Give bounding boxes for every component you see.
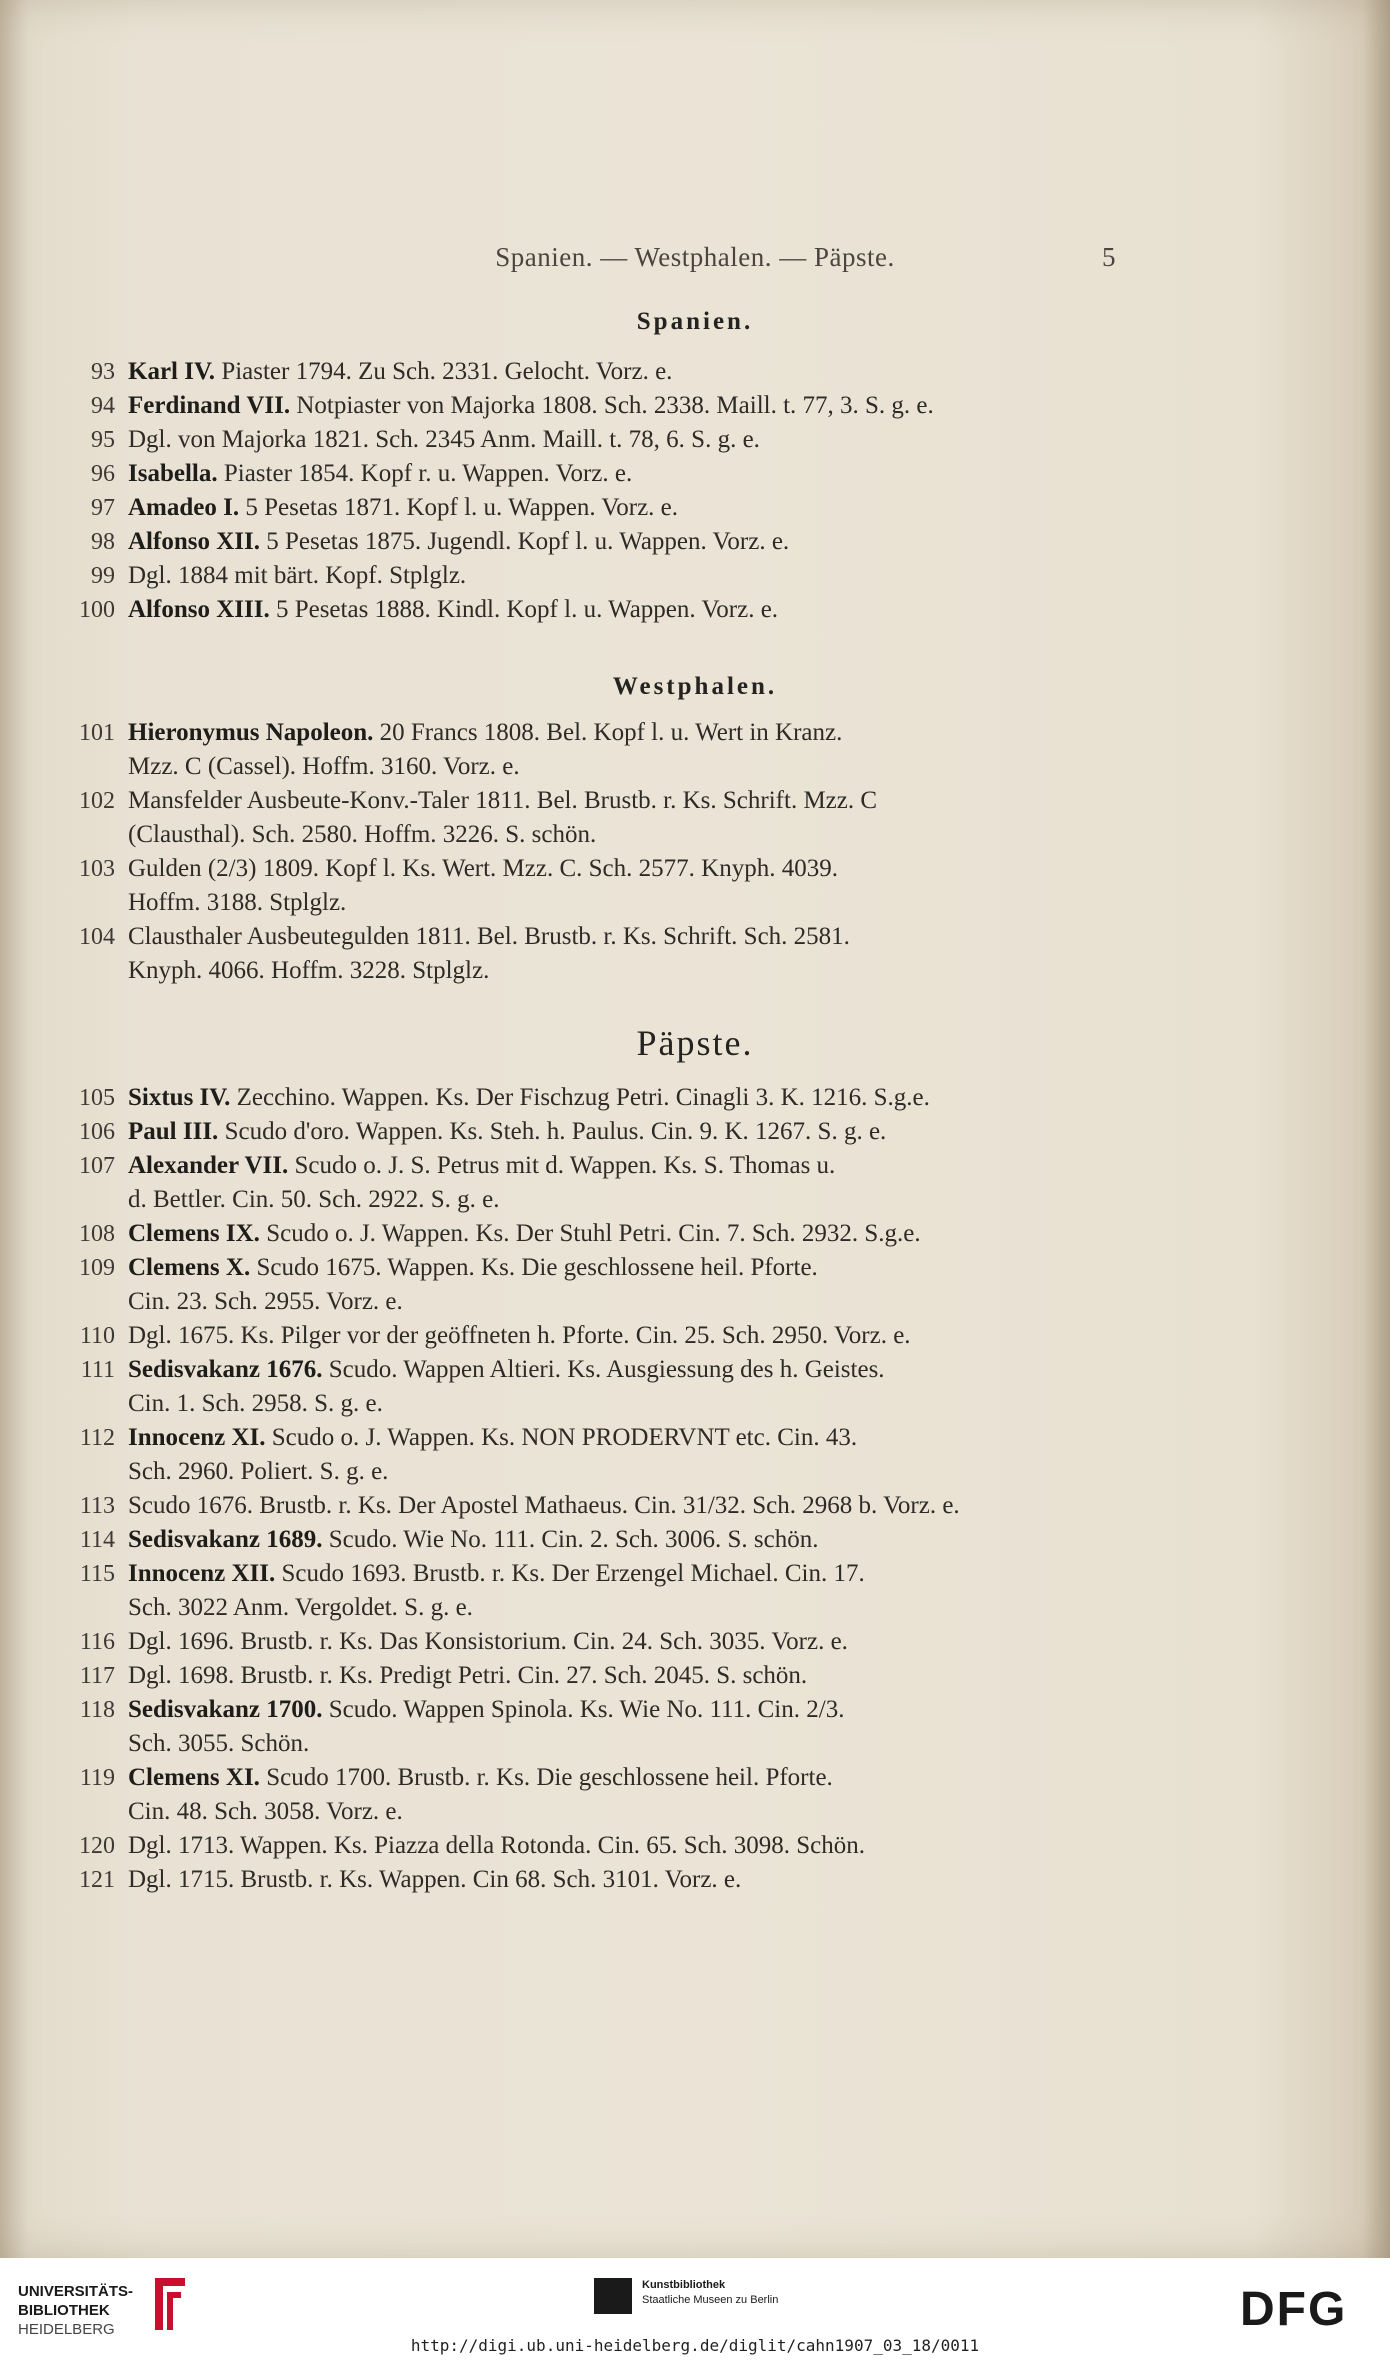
digitization-footer [0, 2258, 1390, 2360]
entry-text: Scudo o. J. Wappen. Ks. NON PRODERVNT etc. Cin. 43. [271, 1424, 858, 1451]
entry-ruler: Sedisvakanz 1676. [128, 1356, 323, 1383]
entry-ruler: Clemens XI. [128, 1764, 260, 1791]
dfg-logo[interactable]: DFG [1240, 2283, 1348, 2336]
entry-continuation: Mzz. C (Cassel). Hoffm. 3160. Vorz. e. [128, 753, 520, 780]
kunstbibliothek-credit[interactable] [642, 2278, 778, 2308]
entry-ruler: Clemens IX. [128, 1220, 260, 1247]
catalog-entry [79, 593, 1130, 627]
entry-text: Dgl. 1713. Wappen. Ks. Piazza della Rotonda. Cin. 65. Sch. 3098. Schön. [128, 1832, 866, 1859]
entry-text: Scudo o. J. S. Petrus mit d. Wappen. Ks. S. Thomas u. [294, 1152, 836, 1179]
catalog-entry [79, 1149, 1130, 1217]
section-title-spanien: Spanien. [636, 308, 754, 335]
entry-ruler: Alfonso XII. [128, 528, 260, 555]
catalog-entry [91, 525, 1130, 559]
entry-text: Dgl. 1715. Brustb. r. Ks. Wappen. Cin 68. Sch. 3101. Vorz. e. [128, 1866, 742, 1893]
entry-number: 107 [79, 1153, 115, 1179]
entry-continuation: Knyph. 4066. Hoffm. 3228. Stplglz. [128, 957, 490, 984]
catalog-entry [79, 852, 1130, 920]
entry-ruler: Karl IV. [128, 358, 216, 385]
entry-number: 95 [91, 427, 115, 453]
entry-text: Piaster 1854. Kopf r. u. Wappen. Vorz. e. [223, 460, 633, 487]
permalink-url[interactable]: http://digi.ub.uni-heidelberg.de/diglit/cahn1907_03_18/0011 [410, 2336, 980, 2355]
entry-text: Clausthaler Ausbeutegulden 1811. Bel. Brustb. r. Ks. Schrift. Sch. 2581. [128, 923, 850, 950]
entry-continuation: (Clausthal). Sch. 2580. Hoffm. 3226. S. schön. [128, 821, 597, 848]
entry-continuation: d. Bettler. Cin. 50. Sch. 2922. S. g. e. [128, 1186, 500, 1213]
entry-number: 106 [79, 1119, 115, 1145]
entry-number: 119 [79, 1765, 115, 1791]
catalog-entry [79, 716, 1130, 784]
entry-text: Dgl. 1696. Brustb. r. Ks. Das Konsistorium. Cin. 24. Sch. 3035. Vorz. e. [128, 1628, 848, 1655]
catalog-entry [91, 355, 1130, 389]
ub-logo-line1: UNIVERSITÄTS- [18, 2283, 134, 2300]
entry-continuation: Cin. 1. Sch. 2958. S. g. e. [128, 1390, 383, 1417]
entry-text: Scudo d'oro. Wappen. Ks. Steh. h. Paulus. Cin. 9. K. 1267. S. g. e. [224, 1118, 887, 1145]
entry-continuation: Cin. 23. Sch. 2955. Vorz. e. [128, 1288, 403, 1315]
catalog-entry [79, 1557, 1130, 1625]
catalog-entry [91, 423, 1130, 457]
entry-number: 101 [79, 720, 115, 746]
entry-ruler: Paul III. [128, 1118, 219, 1145]
entry-text: 20 Francs 1808. Bel. Kopf l. u. Wert in Kranz. [379, 719, 843, 746]
catalog-entry [79, 1081, 1130, 1115]
kb-title: Kunstbibliothek [642, 2279, 726, 2291]
entry-number: 113 [79, 1493, 115, 1519]
ub-logo-line2: BIBLIOTHEK [18, 2302, 110, 2319]
ub-emblem-icon [145, 2274, 191, 2334]
entry-ruler: Clemens X. [128, 1254, 251, 1281]
catalog-entry [79, 1625, 1130, 1659]
entry-number: 104 [79, 924, 115, 950]
catalog-entry [79, 1693, 1130, 1761]
entry-number: 103 [79, 856, 115, 882]
running-head: Spanien. — Westphalen. — Päpste. [495, 242, 895, 272]
catalog-entry [79, 1115, 1130, 1149]
entry-ruler: Alexander VII. [128, 1152, 289, 1179]
catalog-entry [91, 559, 1130, 593]
entry-text: Dgl. 1675. Ks. Pilger vor der geöffneten h. Pforte. Cin. 25. Sch. 2950. Vorz. e. [128, 1322, 911, 1349]
entry-number: 94 [91, 393, 115, 419]
entry-number: 100 [79, 597, 115, 623]
catalog-entry [79, 1761, 1130, 1829]
entry-ruler: Amadeo I. [128, 494, 240, 521]
entry-text: Dgl. von Majorka 1821. Sch. 2345 Anm. Maill. t. 78, 6. S. g. e. [128, 426, 760, 453]
entry-text: Gulden (2/3) 1809. Kopf l. Ks. Wert. Mzz. C. Sch. 2577. Knyph. 4039. [128, 855, 838, 882]
entry-ruler: Sedisvakanz 1700. [128, 1696, 323, 1723]
catalog-entry [80, 1353, 1130, 1421]
entry-text: Zecchino. Wappen. Ks. Der Fischzug Petri. Cinagli 3. K. 1216. S.g.e. [236, 1084, 930, 1111]
entry-ruler: Isabella. [128, 460, 218, 487]
catalog-entry [91, 491, 1130, 525]
entry-ruler: Alfonso XIII. [128, 596, 270, 623]
kunstbibliothek-logo-icon [594, 2278, 632, 2314]
catalog-entry [91, 389, 1130, 423]
entry-ruler: Innocenz XII. [128, 1560, 276, 1587]
entry-number: 97 [91, 495, 115, 521]
entry-text: 5 Pesetas 1875. Jugendl. Kopf l. u. Wappen. Vorz. e. [266, 528, 790, 555]
entry-number: 112 [79, 1425, 115, 1451]
catalog-entry [79, 920, 1130, 988]
entry-text: Scudo. Wappen Altieri. Ks. Ausgiessung des h. Geistes. [328, 1356, 885, 1383]
entry-text: Notpiaster von Majorka 1808. Sch. 2338. Maill. t. 77, 3. S. g. e. [296, 392, 934, 419]
catalog-entry [79, 1523, 1130, 1557]
entry-number: 99 [91, 563, 115, 589]
entry-number: 105 [79, 1085, 115, 1111]
entry-continuation: Hoffm. 3188. Stplglz. [128, 889, 347, 916]
entry-number: 109 [79, 1255, 115, 1281]
page-number: 5 [1102, 242, 1116, 272]
entry-text: Piaster 1794. Zu Sch. 2331. Gelocht. Vorz. e. [221, 358, 673, 385]
entry-number: 98 [91, 529, 115, 555]
entry-ruler: Hieronymus Napoleon. [128, 719, 374, 746]
catalog-entry [79, 1319, 1130, 1353]
catalog-entry [79, 784, 1130, 852]
entry-text: Scudo o. J. Wappen. Ks. Der Stuhl Petri. Cin. 7. Sch. 2932. S.g.e. [266, 1220, 921, 1247]
entry-number: 111 [80, 1357, 115, 1383]
kb-subtitle: Staatliche Museen zu Berlin [642, 2294, 779, 2306]
entry-continuation: Cin. 48. Sch. 3058. Vorz. e. [128, 1798, 403, 1825]
entry-text: Mansfelder Ausbeute-Konv.-Taler 1811. Bel. Brustb. r. Ks. Schrift. Mzz. C [128, 787, 878, 814]
entry-text: Scudo 1675. Wappen. Ks. Die geschlossene heil. Pforte. [256, 1254, 818, 1281]
entry-ruler: Innocenz XI. [128, 1424, 266, 1451]
entry-number: 108 [79, 1221, 115, 1247]
entry-text: Scudo 1693. Brustb. r. Ks. Der Erzengel Michael. Cin. 17. [281, 1560, 865, 1587]
entry-continuation: Sch. 3055. Schön. [128, 1730, 310, 1757]
entry-text: 5 Pesetas 1888. Kindl. Kopf l. u. Wappen. Vorz. e. [275, 596, 779, 623]
catalog-entry [79, 1659, 1130, 1693]
catalog-entry [79, 1217, 1130, 1251]
entry-text: Scudo 1700. Brustb. r. Ks. Die geschlossene heil. Pforte. [266, 1764, 833, 1791]
entry-number: 110 [79, 1323, 115, 1349]
catalog-entry [79, 1863, 1130, 1897]
entry-text: Scudo. Wappen Spinola. Ks. Wie No. 111. Cin. 2/3. [328, 1696, 845, 1723]
entry-number: 102 [79, 788, 115, 814]
ub-heidelberg-logo[interactable] [18, 2282, 133, 2339]
entry-continuation: Sch. 3022 Anm. Vergoldet. S. g. e. [128, 1594, 473, 1621]
entry-number: 93 [91, 359, 115, 385]
entry-number: 114 [79, 1527, 115, 1553]
entry-text: Dgl. 1698. Brustb. r. Ks. Predigt Petri. Cin. 27. Sch. 2045. S. schön. [128, 1662, 808, 1689]
entry-text: Scudo. Wie No. 111. Cin. 2. Sch. 3006. S. schön. [328, 1526, 819, 1553]
entry-text: Dgl. 1884 mit bärt. Kopf. Stplglz. [128, 562, 467, 589]
entry-ruler: Sixtus IV. [128, 1084, 231, 1111]
catalog-entry [79, 1421, 1130, 1489]
section-title-westphalen: Westphalen. [612, 673, 778, 700]
entry-number: 117 [79, 1663, 115, 1689]
entry-ruler: Ferdinand VII. [128, 392, 291, 419]
entry-ruler: Sedisvakanz 1689. [128, 1526, 323, 1553]
catalog-entry [91, 457, 1130, 491]
entry-number: 115 [79, 1561, 115, 1587]
entry-number: 120 [79, 1833, 115, 1859]
entry-number: 118 [79, 1697, 115, 1723]
ub-logo-line3: HEIDELBERG [18, 2321, 115, 2338]
entry-number: 116 [79, 1629, 115, 1655]
section-title-paepste: Päpste. [636, 1023, 754, 1063]
entry-number: 96 [91, 461, 115, 487]
entry-continuation: Sch. 2960. Poliert. S. g. e. [128, 1458, 389, 1485]
entry-text: Scudo 1676. Brustb. r. Ks. Der Apostel Mathaeus. Cin. 31/32. Sch. 2968 b. Vorz. e. [128, 1492, 960, 1519]
entry-text: 5 Pesetas 1871. Kopf l. u. Wappen. Vorz. e. [245, 494, 679, 521]
catalog-entry [79, 1251, 1130, 1319]
catalog-entry [79, 1829, 1130, 1863]
entry-number: 121 [79, 1867, 115, 1893]
catalog-entry [79, 1489, 1130, 1523]
